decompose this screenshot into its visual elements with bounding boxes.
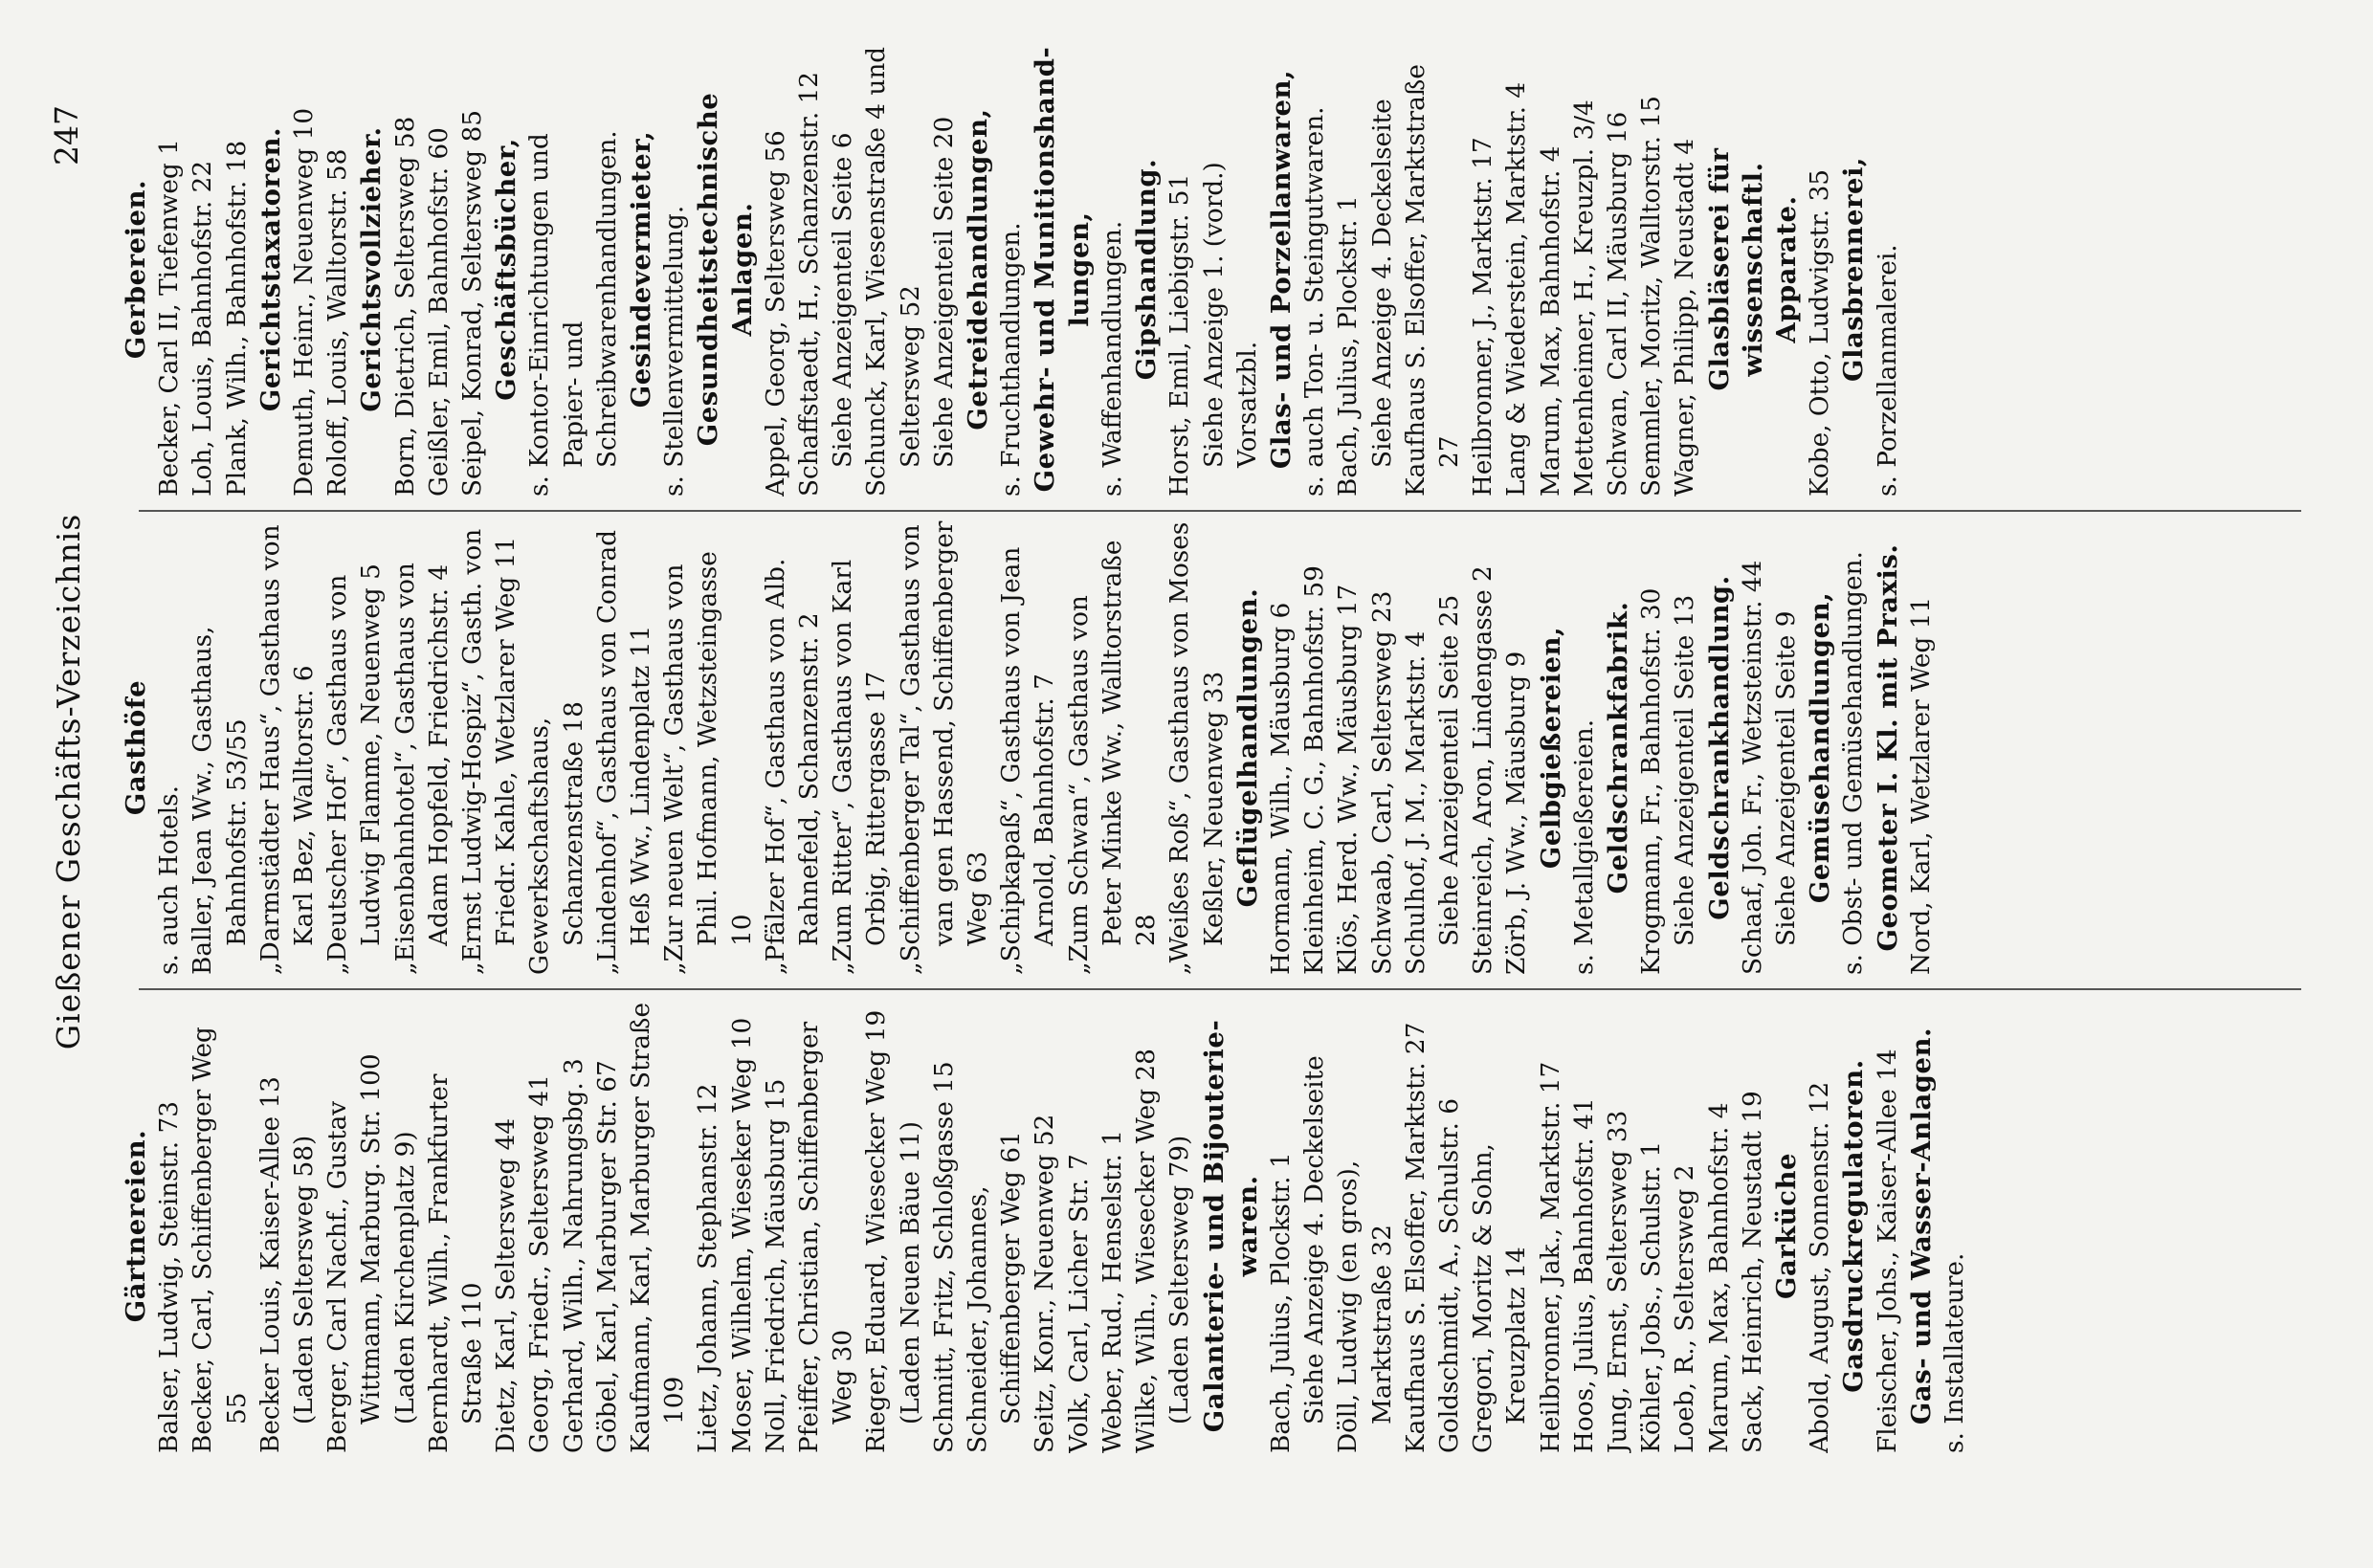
entry-reference: Siehe Anzeige 4. Deckelseite — [1367, 99, 1397, 468]
directory-section — [1265, 42, 1703, 497]
page-number: 247 — [48, 105, 85, 166]
directory-entry: Bach, Julius, Plockstr. 1 — [1266, 1152, 1296, 1453]
directory-section — [1703, 520, 1805, 975]
directory-entry: Kobe, Otto, Ludwigstr. 35 — [1806, 168, 1835, 497]
column-divider — [139, 510, 2301, 512]
entry-reference: Siehe Anzeige 4. Deckelseite — [1300, 1055, 1330, 1424]
directory-entry: Wilke, Wilh., Wiesecker Weg 28 (Laden Seltersweg 79) — [1132, 1049, 1195, 1453]
section-heading: Gerichtsvollzieher. — [356, 126, 388, 412]
directory-entry: Göbel, Karl, Marburger Str. 67 — [592, 1060, 622, 1453]
directory-entry: Lang & Wiederstein, Marktstr. 4 — [1502, 81, 1532, 497]
directory-entry: Gerhard, Wilh., Nahrungsbg. 3 — [559, 1058, 588, 1453]
directory-entry: Semmler, Moritz, Walltorstr. 15 — [1637, 96, 1667, 497]
entry-reference: Siehe Anzeigenteil Seite 9 — [1771, 610, 1801, 946]
section-heading: Gerbereien. — [121, 179, 151, 360]
directory-entry: s. Fruchthandlungen. — [997, 222, 1027, 497]
directory-entry: Goldschmidt, A., Schulstr. 6 — [1434, 1098, 1464, 1453]
directory-entry: Weber, Rud., Henselstr. 1 — [1098, 1130, 1127, 1453]
directory-entry: Moser, Wilhelm, Wieseker Weg 10 — [727, 1017, 757, 1453]
page-header — [38, 105, 105, 1458]
directory-entry: Roloff, Louis, Walltorstr. 58 — [323, 148, 353, 497]
directory-entry: Bach, Julius, Plockstr. 1 — [1334, 195, 1364, 497]
directory-section — [1130, 42, 1265, 497]
directory-entry: Noll, Friedrich, Mäusburg 15 — [761, 1078, 790, 1453]
directory-entry: Fleischer, Johs., Kaiser-Allee 14 — [1873, 1049, 1902, 1453]
directory-entry: Becker, Carl, Schiffenberger Weg 55 — [189, 1027, 252, 1453]
section-heading: lungen, — [1063, 211, 1095, 327]
directory-entry: Dietz, Karl, Seltersweg 44 — [492, 1117, 521, 1453]
directory-entry: Döll, Ludwig (en gros), Marktstraße 32 — [1334, 1159, 1397, 1453]
directory-entry: Kaufhaus S. Elsoffer, Marktstr. 27 — [1401, 1022, 1430, 1453]
directory-entry: Gregori, Moritz & Sohn, Kreuzplatz 14 — [1469, 1143, 1532, 1453]
directory-entry: „Lindenhof“, Gasthaus von Conrad Heß Ww., Lindenplatz 11 — [592, 529, 656, 975]
section-heading: waren. — [1231, 1175, 1263, 1277]
directory-entry: Klös, Herd. Ww., Mäusburg 17 — [1334, 584, 1364, 975]
directory-entry: Gewerkschaftshaus, Schanzenstraße 18 — [525, 701, 588, 975]
directory-entry: Zörb, J. Ww., Mäusburg 9 — [1502, 651, 1532, 975]
section-heading: Anlagen. — [726, 202, 758, 337]
directory-entry: Steinreich, Aron, Lindengasse 2 — [1469, 565, 1498, 975]
directory-entry: „Pfälzer Hof“, Gasthaus von Alb. Rahnefeld, Schanzenstr. 2 — [761, 558, 825, 975]
directory-entry: Schaffstaedt, H., Schanzenstr. 12 — [795, 71, 825, 497]
entry-reference: Siehe Anzeige 1. (vord.) Vorsatzbl. — [1199, 162, 1262, 468]
directory-entry: Horst, Emil, Liebigstr. 51 — [1165, 173, 1195, 497]
directory-entry: Seitz, Konr., Neuenweg 52 — [1031, 1114, 1060, 1453]
directory-entry: Sack, Heinrich, Neustadt 19 — [1738, 1091, 1767, 1453]
directory-entry: Becker, Carl II, Tiefenweg 1 — [155, 139, 185, 497]
directory-section — [490, 42, 625, 497]
section-heading: Geflügelhandlungen. — [1231, 587, 1263, 908]
directory-section — [1703, 42, 1838, 497]
directory-section — [1872, 520, 1939, 975]
directory-entry: Baller, Jean Ww., Gasthaus, Bahnhofstr. 53/55 — [189, 626, 252, 975]
directory-entry: „Weißes Roß“, Gasthaus von Moses Keßler, Neuenweg 33 — [1165, 521, 1229, 975]
directory-entry: „Zum Schwan“, Gasthaus von Peter Minke Ww., Walltorstraße 28 — [1064, 540, 1162, 975]
directory-entry: Kaufmann, Karl, Marburger Straße 109 — [627, 1002, 690, 1453]
directory-entry: s. Waffenhandlungen. — [1098, 220, 1127, 497]
directory-section — [1602, 520, 1703, 975]
directory-entry: Pfeiffer, Christian, Schiffenberger Weg 30 — [795, 1021, 858, 1453]
directory-entry: Plank, Wilh., Bahnhofstr. 18 — [222, 140, 252, 497]
section-heading: Apparate. — [1770, 195, 1802, 343]
directory-entry: Köhler, Jobs., Schulstr. 1 — [1637, 1140, 1667, 1453]
directory-entry: Volk, Carl, Licher Str. 7 — [1064, 1154, 1094, 1453]
directory-entry: Hormann, Wilh., Mäusburg 6 — [1266, 602, 1296, 975]
directory-entry: s. Obst- und Gemüsehandlungen. — [1839, 551, 1869, 975]
entry-reference: Siehe Anzeigenteil Seite 13 — [1671, 594, 1700, 946]
directory-entry: Georg, Friedr., Seltersweg 41 — [525, 1074, 555, 1453]
section-heading: Gemüsehandlungen, — [1805, 591, 1836, 904]
directory-entry: Schulhof, J. M., Marktstr. 4 — [1401, 630, 1430, 975]
directory-entry: Marum, Max, Bahnhofstr. 4 — [1704, 1102, 1734, 1453]
section-heading: Glasbrennerei, — [1838, 157, 1870, 382]
directory-section — [1535, 520, 1602, 975]
directory-section — [1804, 520, 1871, 975]
directory-entry: s. Metallgießereien. — [1569, 718, 1599, 975]
section-heading: Garküche — [1770, 1152, 1802, 1300]
directory-entry: Kaufhaus S. Elsoffer, Marktstraße 27 — [1401, 64, 1464, 497]
entry-reference: Siehe Anzeigenteil Seite 25 — [1434, 594, 1464, 946]
directory-entry: Loh, Louis, Bahnhofstr. 22 — [189, 160, 218, 497]
directory-entry: Seipel, Konrad, Seltersweg 85 — [458, 110, 488, 497]
section-heading: Gerichtstaxatoren. — [255, 126, 286, 412]
section-heading: Gasdruckregulatoren. — [1838, 1059, 1870, 1393]
directory-entry: Wagner, Philipp, Neustadt 4 — [1671, 138, 1700, 497]
directory-entry: Balser, Ludwig, Steinstr. 73 — [155, 1101, 185, 1453]
section-heading: Galanterie- und Bijouterie- — [1198, 1019, 1230, 1433]
directory-entry: Nord, Karl, Wetzlarer Weg 11 — [1906, 596, 1936, 975]
section-heading: Geldschrankhandlung. — [1703, 575, 1735, 920]
directory-entry: Loeb, R., Seltersweg 2 — [1671, 1164, 1700, 1453]
directory-entry: Schunck, Karl, Wiesenstraße 4 und Seltersweg 52 — [862, 46, 925, 497]
entry-reference: Siehe Anzeigenteil Seite 20 — [929, 116, 959, 468]
directory-entry: „Schiffenberger Tal“, Gasthaus von van gen Hassend, Schiffenberger Weg 63 — [896, 520, 993, 975]
page-title: Gießener Geschäfts-Verzeichnis — [50, 513, 87, 1050]
directory-entry: „Schipkapaß“, Gasthaus von Jean Arnold, Bahnhofstr. 7 — [997, 546, 1060, 975]
section-heading: Gewehr- und Munitionshand- — [1030, 46, 1061, 493]
directory-entry: Abold, August, Sonnenstr. 12 — [1806, 1081, 1835, 1453]
column-divider — [139, 988, 2301, 990]
directory-entry: Schaaf, Joh. Fr., Wetzsteinstr. 44 — [1738, 560, 1767, 975]
directory-section — [120, 42, 255, 497]
directory-entry: Marum, Max, Bahnhofstr. 4 — [1536, 145, 1565, 497]
section-heading: Getreidehandlungen, — [963, 108, 994, 431]
section-heading: Gipshandlung. — [1131, 158, 1163, 381]
directory-section — [120, 999, 1198, 1453]
directory-entry: s. auch Hotels. — [155, 784, 185, 975]
section-heading: Geschäftsbücher, — [491, 138, 522, 401]
directory-entry: Born, Dietrich, Seltersweg 58 — [390, 116, 420, 497]
directory-section — [355, 42, 490, 497]
directory-entry: Krogmann, Fr., Bahnhofstr. 30 — [1637, 587, 1667, 975]
section-heading: Gesundheitstechnische — [693, 92, 724, 447]
directory-entry: „Zum Ritter“, Gasthaus von Karl Orbig, Rittergasse 17 — [829, 559, 892, 975]
directory-section — [1231, 520, 1535, 975]
directory-section — [1837, 999, 1904, 1453]
directory-entry: Geißler, Emil, Bahnhofstr. 60 — [424, 127, 454, 497]
section-heading: Gesindevermieter, — [626, 130, 657, 409]
directory-entry: „Darmstädter Haus“, Gasthaus von Karl Bez, Walltorstr. 6 — [255, 524, 320, 975]
column-3 — [120, 42, 2316, 497]
directory-entry: Heilbronner, J., Marktstr. 17 — [1469, 137, 1498, 497]
directory-entry: Hoos, Julius, Bahnhofstr. 41 — [1569, 1097, 1599, 1453]
directory-entry: Demuth, Heinr., Neuenweg 10 — [290, 107, 320, 497]
directory-section — [120, 520, 1231, 975]
directory-entry: „Eisenbahnhotel“, Gasthaus von Adam Hopfeld, Friedrichstr. 4 — [390, 563, 454, 975]
directory-entry: s. Porzellanmalerei. — [1873, 244, 1902, 497]
directory-entry: Schwan, Carl II, Mäusburg 16 — [1603, 111, 1632, 497]
directory-section — [1837, 42, 1904, 497]
section-heading: Glasbläserei für wissenschaftl. — [1703, 147, 1768, 391]
column-1 — [120, 999, 2316, 1453]
directory-entry: Appel, Georg, Seltersweg 56 — [761, 130, 790, 497]
directory-section — [255, 42, 356, 497]
directory-entry: Jung, Ernst, Seltersweg 33 — [1603, 1110, 1632, 1453]
directory-entry: Berger, Carl Nachf., Gustav Wittmann, Marburg. Str. 100 (Laden Kirchenplatz 9) — [323, 1053, 420, 1453]
section-heading: Geldschrankfabrik. — [1602, 601, 1633, 894]
directory-entry: Schneider, Johannes, Schiffenberger Weg 61 — [964, 1131, 1027, 1453]
section-heading: Glas- und Porzellanwaren, — [1265, 69, 1297, 470]
directory-entry: „Deutscher Hof“, Gasthaus von Ludwig Flamme, Neuenweg 5 — [323, 563, 387, 975]
section-heading: Gelbgießereien, — [1535, 626, 1566, 870]
directory-entry: Schmitt, Fritz, Schloßgasse 15 — [929, 1061, 959, 1453]
section-heading: Gas- und Wasser-Anlagen. — [1905, 1027, 1937, 1425]
directory-entry: Kleinheim, C. G., Bahnhofstr. 59 — [1300, 565, 1330, 975]
directory-entry: Bernhardt, Wilh., Frankfurter Straße 110 — [424, 1073, 488, 1453]
directory-section — [1198, 999, 1770, 1453]
section-heading: Geometer I. Kl. mit Praxis. — [1872, 543, 1903, 952]
directory-section — [692, 42, 962, 497]
directory-entry: „Ernst Ludwig-Hospiz“, Gasth. von Friedr. Kahle, Wetzlarer Weg 11 — [458, 528, 521, 975]
directory-entry: „Zur neuen Welt“, Gasthaus von Phil. Hofmann, Wetzsteingasse 10 — [660, 551, 757, 975]
directory-entry: Becker Louis, Kaiser-Allee 13 (Laden Seltersweg 58) — [255, 1076, 320, 1453]
directory-entry: Heilbronner, Jak., Marktstr. 17 — [1536, 1061, 1565, 1453]
directory-section — [1770, 999, 1837, 1453]
directory-entry: Mettenheimer, H., Kreuzpl. 3/4 — [1569, 99, 1599, 497]
column-2 — [120, 520, 2316, 975]
directory-entry: Schwaab, Carl, Seltersweg 23 — [1367, 590, 1397, 975]
directory-entry: s. Installateure. — [1940, 1252, 1969, 1453]
directory-section — [625, 42, 692, 497]
directory-entry: s. Stellenvermittelung. — [660, 205, 690, 497]
directory-section — [1029, 42, 1130, 497]
section-heading: Gasthöfe — [121, 679, 151, 816]
directory-section — [1905, 999, 1972, 1453]
directory-section — [962, 42, 1029, 497]
directory-entry: s. auch Ton- u. Steingutwaren. — [1300, 106, 1330, 497]
directory-entry: Lietz, Johann, Stephanstr. 12 — [694, 1083, 723, 1453]
section-heading: Gärtnereien. — [121, 1129, 151, 1323]
entry-reference: Siehe Anzeigenteil Seite 6 — [829, 132, 858, 468]
directory-entry: s. Kontor-Einrichtungen und Papier- und Schreibwarenhandlungen. — [525, 130, 622, 497]
directory-entry: Rieger, Eduard, Wiesecker Weg 19 (Laden Neuen Bäue 11) — [862, 1009, 925, 1453]
